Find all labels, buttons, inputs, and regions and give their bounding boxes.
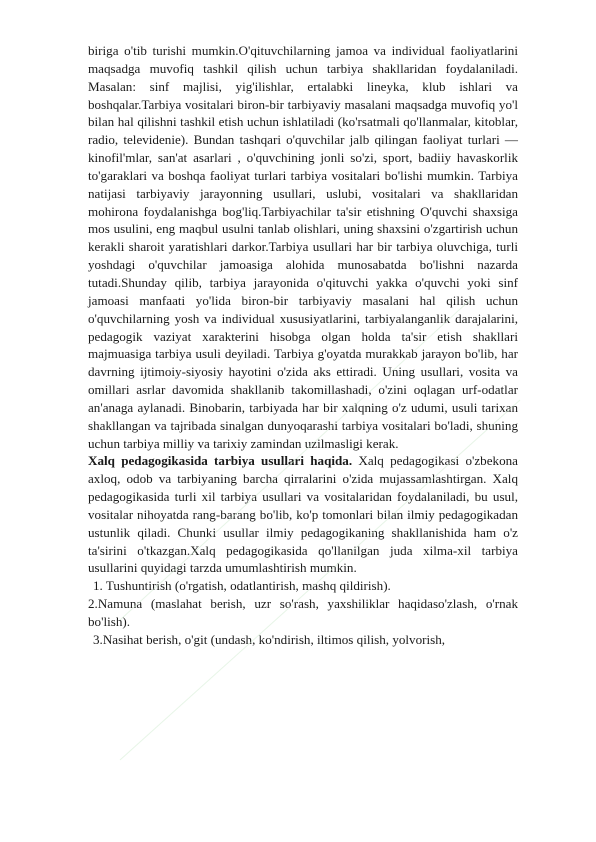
paragraph-2-text: Xalq pedagogikasi o'zbekona axloq, odob va tarbiyaning barcha qirralarini o'zida mujassamlashtirgan. Xalq pedagogikasida turli xil tarbiya usullari va vositalaridan foydalaniladi, bu usul, vositalar nihoyatda rang-barang bo'lib, ko'p tomonlari bilan ilmiy pedagogikadan ustunlik qiladi. Chunki usullar ilmiy pedagogikaning shakllanishida ham o'z ta'sirini o'tkazgan.Xalq pedagogikasida qo'llanilgan juda xilma-xil tarbiya usullarini quyidagi tarzda umumlashtirish mumkin.: [88, 453, 518, 576]
document-page: [88, 42, 518, 649]
list-item: 3.Nasihat berish, o'git (undash, ko'ndirish, iltimos qilish, yolvorish,: [93, 631, 446, 647]
paragraph-1-text: biriga o'tib turishi mumkin.O'qituvchilarning jamoa va individual faoliyatlarini maqsadga muvofiq tashkil qilish uchun tarbiya shakllaridan foydalaniladi. Masalan: sinf majlisi, yig'ilishlar, ertalabki lineyka, klub ishlari va boshqalar.Tarbiya vositalari biron-bir tarbiyaviy masalani maqsadga muvofiq yo'l bilan hal qilishni tashkil etish uchun ishlatiladi (ko'rsatmali qo'llanmalar, kitoblar, radio, televidenie). Bundan tashqari o'quvchilar jalb qilingan faoliyat turlari — kinofil'mlar, san'at asarlari , o'quvchining jonli so'zi, sport, badiiy havaskorlik to'garaklari va boshqa faoliyat turlari tarbiya vositalari bo'lishi mumkin. Tarbiya natijasi tarbiyaviy jarayonning usullari, uslubi, vositalari va shakllaridan mohirona foydalanishga bog'liq.Tarbiyachilar ta'sir etishning O'quvchi shaxsiga mos usulini, eng maqbul usulni tanlab olishlari, uning shaxsini o'zgartirish uchun kerakli sharoit yaratishlari darkor.Tarbiya usullari har bir tarbiya oluvchiga, turli yoshdagi o'quvchilar jamoasiga alohida munosabatda bo'lishni nazarda tutadi.Shunday qilib, tarbiya jarayonida o'qituvchi yakka o'quvchi yoki sinf jamoasi manfaati yo'lida biron-bir tarbiyaviy masalani hal qilish uchun o'quvchilarning yosh va individual xususiyatlarini, tarbiyalanganlik darajalarini, pedagogik vaziyat xarakterini hisobga olgan holda ta'sir etish shakllari majmuasiga tarbiya usuli deyiladi. Tarbiya g'oyatda murakkab jarayon bo'lib, har davrning ijtimoiy-siyosiy hayotini o'zida aks ettiradi. Uning usullari, vosita va omillari asrlar davomida shakllanib takomillashadi, o'zini oqlagan urf-odatlar an'anaga aylanadi. Binobarin, tarbiyada har bir xalqning o'z udumi, usuli tarixan shakllangan va tajribada sinalgan dunyoqarashi tarbiya vositalari bo'ladi, shuning uchun tarbiya milliy va tarixiy zamindan uzilmasligi kerak.: [88, 43, 518, 451]
section-heading: Xalq pedagogikasida tarbiya usullari haqida.: [88, 453, 353, 469]
body-paragraph: [88, 42, 518, 452]
list-item: 1. Tushuntirish (o'rgatish, odatlantirish, mashq qildirish).: [93, 578, 391, 594]
list-item: 2.Namuna (maslahat berish, uzr so'rash, yaxshiliklar haqidaso'zlash, o'rnak bo'lish).: [88, 596, 518, 629]
section-paragraph: [88, 452, 518, 577]
